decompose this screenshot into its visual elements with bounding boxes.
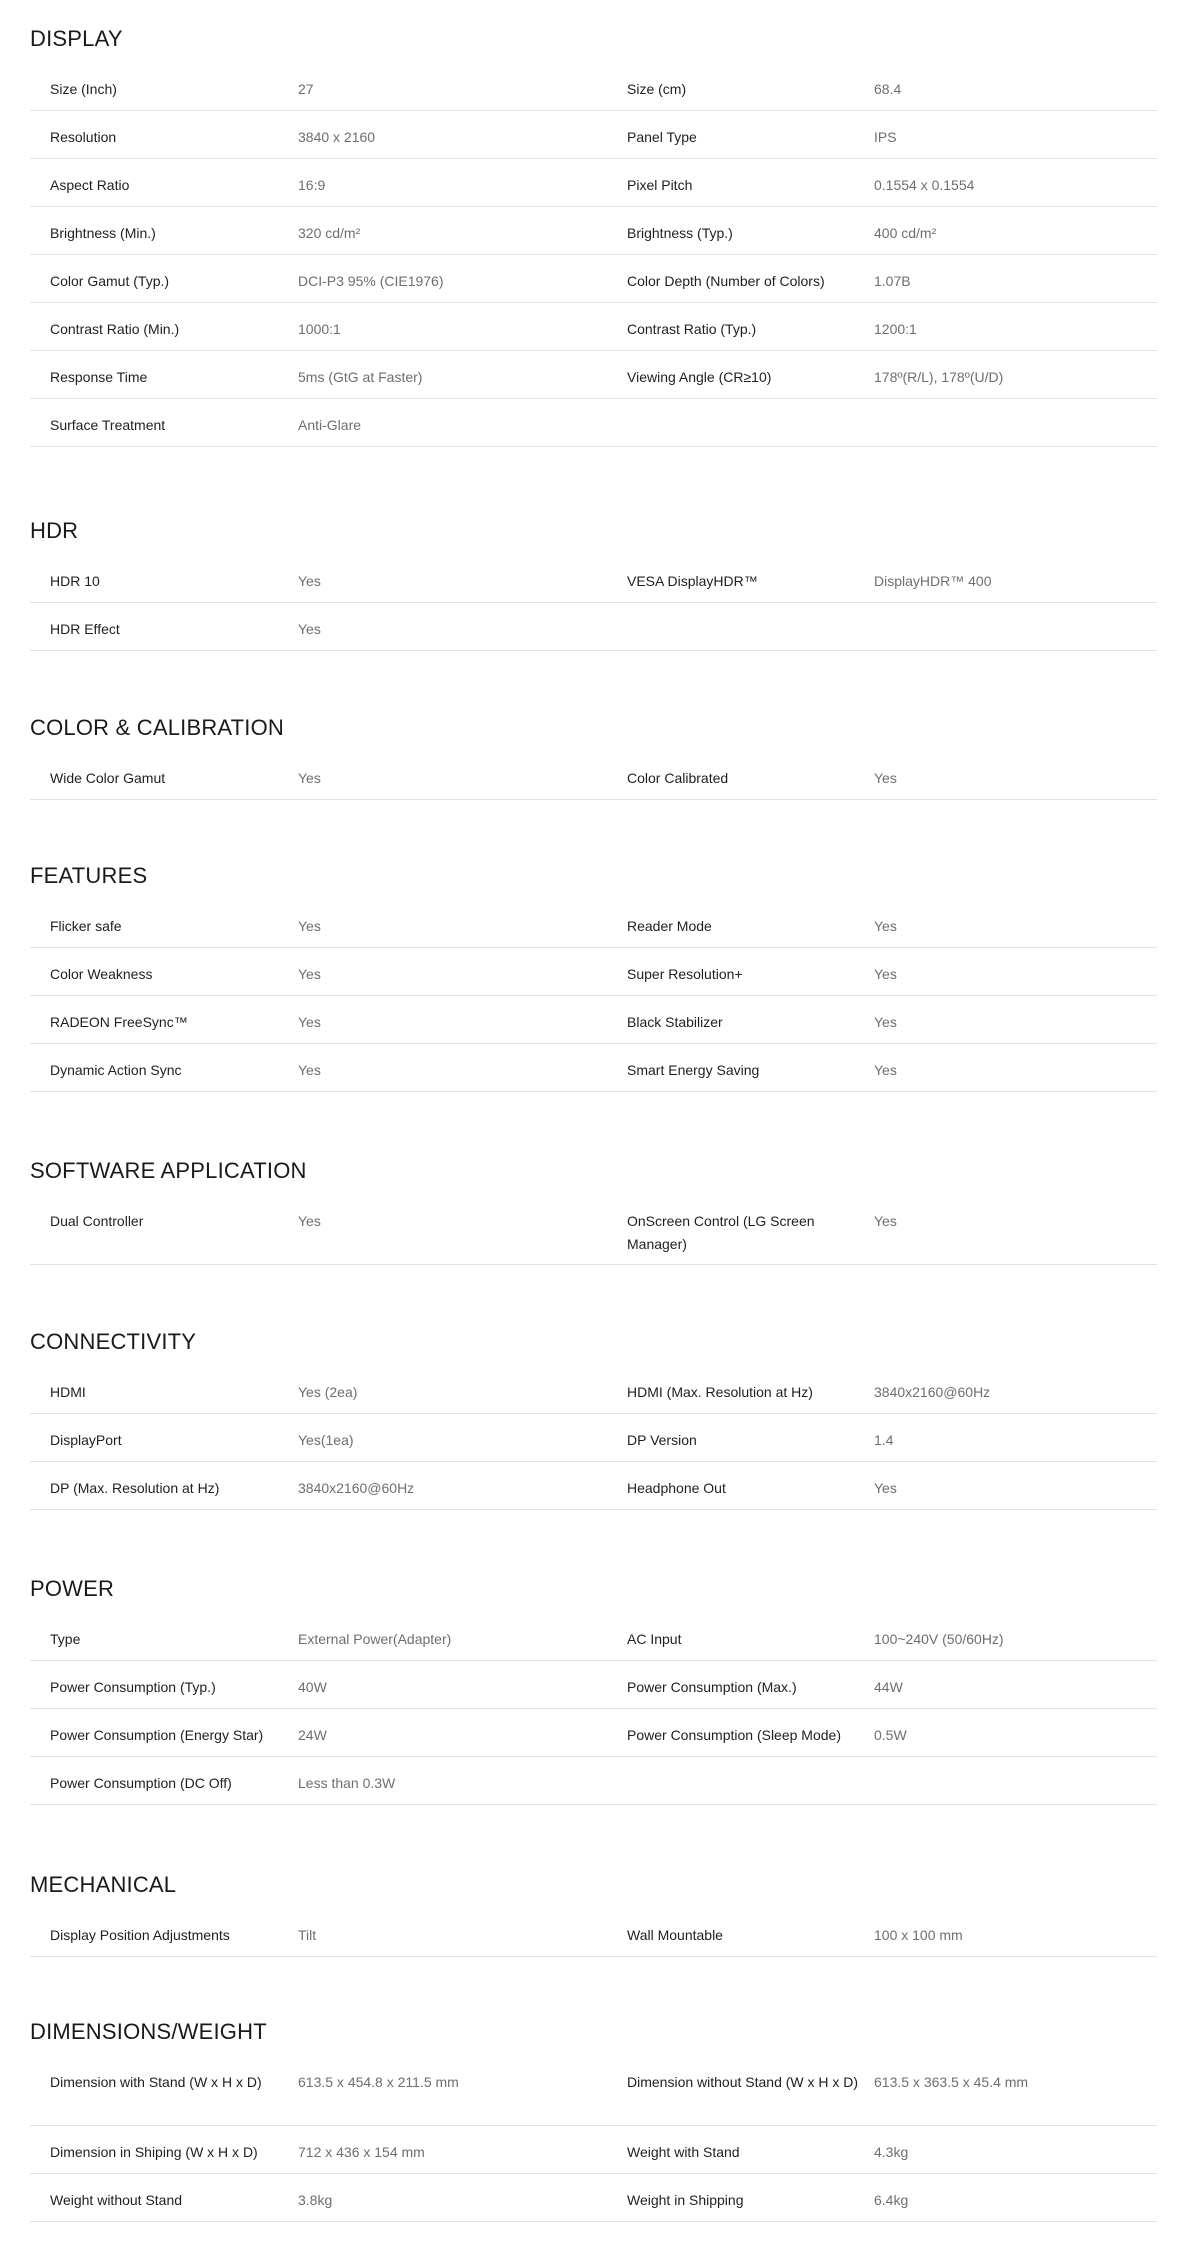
spec-value: Yes xyxy=(874,1062,897,1078)
spec-value: DisplayHDR™ 400 xyxy=(874,573,992,589)
spec-row xyxy=(30,399,1157,447)
spec-value: 320 cd/m² xyxy=(298,225,361,241)
spec-value: Yes xyxy=(874,966,897,982)
spec-label: Headphone Out xyxy=(627,1480,726,1496)
spec-row xyxy=(30,207,1157,255)
spec-value: 3840x2160@60Hz xyxy=(298,1480,415,1496)
spec-rows xyxy=(30,2056,1157,2222)
section-title: CONNECTIVITY xyxy=(30,1329,197,1354)
spec-label: Color Calibrated xyxy=(627,770,729,786)
spec-value: 40W xyxy=(298,1679,327,1695)
spec-rows xyxy=(30,63,1157,447)
spec-label: DP Version xyxy=(627,1432,697,1448)
spec-label: Weight with Stand xyxy=(627,2144,740,2160)
spec-row xyxy=(30,948,1157,996)
spec-value: 400 cd/m² xyxy=(874,225,937,241)
spec-section xyxy=(30,1576,1157,1805)
spec-row xyxy=(30,900,1157,948)
spec-value: 27 xyxy=(298,81,314,97)
spec-label: Power Consumption (Sleep Mode) xyxy=(627,1727,841,1743)
spec-label: HDMI (Max. Resolution at Hz) xyxy=(627,1384,813,1400)
spec-value: 68.4 xyxy=(874,81,902,97)
spec-value: 178º(R/L), 178º(U/D) xyxy=(874,369,1004,385)
spec-value: Yes xyxy=(874,1014,897,1030)
spec-row xyxy=(30,1366,1157,1414)
spec-value: 0.1554 x 0.1554 xyxy=(874,177,975,193)
spec-row xyxy=(30,752,1157,800)
spec-section xyxy=(30,26,1157,447)
spec-value: Anti-Glare xyxy=(298,417,362,433)
spec-row xyxy=(30,111,1157,159)
spec-row xyxy=(30,63,1157,111)
section-title: SOFTWARE APPLICATION xyxy=(30,1158,307,1183)
spec-label: Power Consumption (DC Off) xyxy=(50,1775,232,1791)
spec-label: Response Time xyxy=(50,369,148,385)
spec-label: Size (Inch) xyxy=(50,81,117,97)
spec-value: Yes xyxy=(298,918,321,934)
spec-value: Yes xyxy=(874,918,897,934)
section-title: DIMENSIONS/WEIGHT xyxy=(30,2019,267,2044)
spec-label: VESA DisplayHDR™ xyxy=(627,573,758,589)
spec-row xyxy=(30,996,1157,1044)
spec-value: Less than 0.3W xyxy=(298,1775,396,1791)
spec-label: Aspect Ratio xyxy=(50,177,130,193)
spec-row xyxy=(30,555,1157,603)
spec-label: Reader Mode xyxy=(627,918,712,934)
spec-rows xyxy=(30,1613,1157,1805)
spec-row xyxy=(30,255,1157,303)
spec-label: Super Resolution+ xyxy=(627,966,743,982)
spec-label: Contrast Ratio (Min.) xyxy=(50,321,180,337)
spec-label: Viewing Angle (CR≥10) xyxy=(627,369,772,385)
spec-rows xyxy=(30,1366,1157,1510)
spec-label: HDMI xyxy=(50,1384,86,1400)
spec-label: AC Input xyxy=(627,1631,682,1647)
spec-label: Pixel Pitch xyxy=(627,177,693,193)
spec-label: Brightness (Typ.) xyxy=(627,225,733,241)
spec-value: Yes xyxy=(874,1480,897,1496)
spec-value: 613.5 x 363.5 x 45.4 mm xyxy=(874,2074,1029,2090)
spec-label: Dimension in Shiping (W x H x D) xyxy=(50,2144,258,2160)
spec-value: Yes xyxy=(298,1213,321,1229)
spec-label: Dimension with Stand (W x H x D) xyxy=(50,2074,262,2090)
spec-label: Weight in Shipping xyxy=(627,2192,744,2208)
spec-label: Smart Energy Saving xyxy=(627,1062,760,1078)
spec-value: 712 x 436 x 154 mm xyxy=(298,2144,425,2160)
spec-value: Yes xyxy=(298,966,321,982)
spec-value: 24W xyxy=(298,1727,327,1743)
spec-row xyxy=(30,2126,1157,2174)
spec-row xyxy=(30,603,1157,651)
spec-value: 100~240V (50/60Hz) xyxy=(874,1631,1004,1647)
spec-label: OnScreen Control (LG Screen Manager) xyxy=(627,1213,815,1252)
spec-section xyxy=(30,863,1157,1092)
spec-value: 100 x 100 mm xyxy=(874,1927,963,1943)
spec-value: External Power(Adapter) xyxy=(298,1631,452,1647)
spec-value: Yes (2ea) xyxy=(298,1384,358,1400)
spec-value: Yes xyxy=(298,770,321,786)
spec-label: Color Weakness xyxy=(50,966,153,982)
spec-value: 0.5W xyxy=(874,1727,907,1743)
spec-rows xyxy=(30,1909,1157,1957)
spec-label: Power Consumption (Typ.) xyxy=(50,1679,216,1695)
spec-row xyxy=(30,159,1157,207)
spec-value: Tilt xyxy=(298,1927,317,1943)
spec-row xyxy=(30,1709,1157,1757)
spec-row xyxy=(30,1661,1157,1709)
spec-row xyxy=(30,1462,1157,1510)
spec-label: HDR Effect xyxy=(50,621,120,637)
spec-rows xyxy=(30,752,1157,800)
spec-label: Power Consumption (Energy Star) xyxy=(50,1727,264,1743)
spec-row xyxy=(30,1044,1157,1092)
spec-label: Contrast Ratio (Typ.) xyxy=(627,321,757,337)
spec-label: Wide Color Gamut xyxy=(50,770,166,786)
spec-value: Yes xyxy=(298,1062,321,1078)
spec-section xyxy=(30,518,1157,651)
section-title: COLOR & CALIBRATION xyxy=(30,715,284,740)
spec-label: Panel Type xyxy=(627,129,697,145)
spec-value: 1.4 xyxy=(874,1432,894,1448)
spec-section xyxy=(30,1872,1157,1957)
spec-section xyxy=(30,715,1157,800)
spec-value: 5ms (GtG at Faster) xyxy=(298,369,423,385)
spec-value: 1.07B xyxy=(874,273,911,289)
spec-value: IPS xyxy=(874,129,897,145)
spec-section xyxy=(30,1158,1157,1265)
spec-label: Brightness (Min.) xyxy=(50,225,156,241)
section-title: FEATURES xyxy=(30,863,148,888)
spec-label: HDR 10 xyxy=(50,573,100,589)
spec-label: Wall Mountable xyxy=(627,1927,723,1943)
spec-value: 1000:1 xyxy=(298,321,341,337)
spec-label: Weight without Stand xyxy=(50,2192,183,2208)
spec-label: Dimension without Stand (W x H x D) xyxy=(627,2074,859,2090)
spec-value: 3840x2160@60Hz xyxy=(874,1384,991,1400)
spec-label: Power Consumption (Max.) xyxy=(627,1679,797,1695)
spec-row xyxy=(30,303,1157,351)
spec-value: Yes xyxy=(874,1213,897,1229)
spec-label: DisplayPort xyxy=(50,1432,122,1448)
spec-rows xyxy=(30,555,1157,651)
spec-label: Flicker safe xyxy=(50,918,122,934)
spec-value: 1200:1 xyxy=(874,321,917,337)
spec-value: Yes xyxy=(298,1014,321,1030)
spec-value: 16:9 xyxy=(298,177,326,193)
spec-rows xyxy=(30,1195,1157,1265)
spec-rows xyxy=(30,900,1157,1092)
spec-value: 3.8kg xyxy=(298,2192,333,2208)
spec-value: 44W xyxy=(874,1679,903,1695)
section-title: HDR xyxy=(30,518,79,543)
spec-label: Color Gamut (Typ.) xyxy=(50,273,170,289)
spec-value: 4.3kg xyxy=(874,2144,909,2160)
spec-row xyxy=(30,351,1157,399)
spec-row xyxy=(30,1613,1157,1661)
spec-label: Color Depth (Number of Colors) xyxy=(627,273,825,289)
spec-value: 3840 x 2160 xyxy=(298,129,376,145)
spec-label: Resolution xyxy=(50,129,117,145)
spec-value: Yes xyxy=(298,573,321,589)
spec-label: Dual Controller xyxy=(50,1213,144,1229)
section-title: POWER xyxy=(30,1576,115,1601)
spec-value: Yes xyxy=(874,770,897,786)
section-title: DISPLAY xyxy=(30,26,123,51)
spec-row xyxy=(30,2174,1157,2222)
spec-label: DP (Max. Resolution at Hz) xyxy=(50,1480,220,1496)
spec-section xyxy=(30,1329,1157,1510)
spec-value: Yes xyxy=(298,621,321,637)
spec-value: 6.4kg xyxy=(874,2192,909,2208)
spec-label: Black Stabilizer xyxy=(627,1014,723,1030)
spec-label: Size (cm) xyxy=(627,81,687,97)
section-title: MECHANICAL xyxy=(30,1872,177,1897)
spec-value: DCI-P3 95% (CIE1976) xyxy=(298,273,444,289)
spec-section xyxy=(30,2019,1157,2222)
spec-label: Surface Treatment xyxy=(50,417,166,433)
spec-row xyxy=(30,1909,1157,1957)
spec-value: 613.5 x 454.8 x 211.5 mm xyxy=(298,2074,459,2090)
spec-row xyxy=(30,2056,1157,2126)
spec-row xyxy=(30,1195,1157,1265)
spec-label: Dynamic Action Sync xyxy=(50,1062,182,1078)
spec-label: Display Position Adjustments xyxy=(50,1927,230,1943)
spec-label: RADEON FreeSync™ xyxy=(50,1014,188,1030)
spec-row xyxy=(30,1757,1157,1805)
spec-label: Type xyxy=(50,1631,81,1647)
spec-value: Yes(1ea) xyxy=(298,1432,354,1448)
spec-row xyxy=(30,1414,1157,1462)
